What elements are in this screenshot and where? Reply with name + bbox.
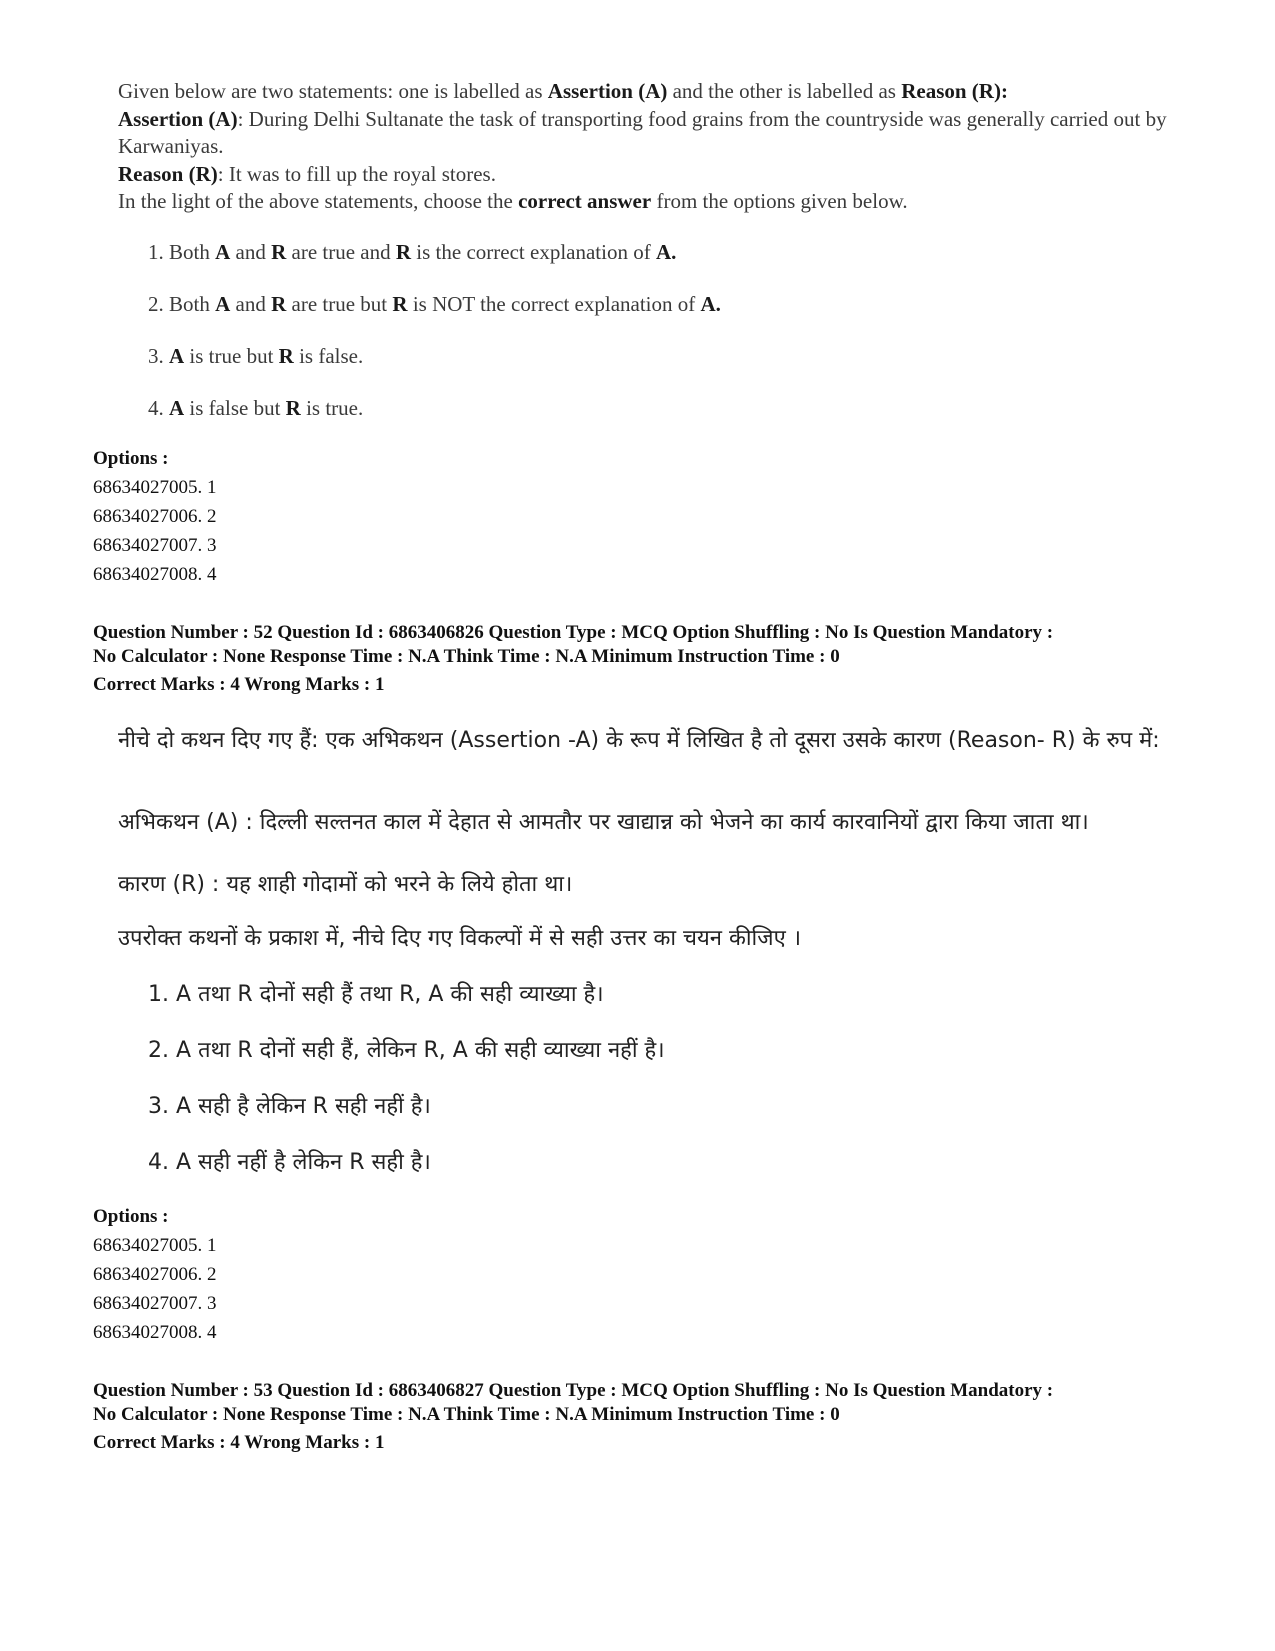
meta-line: No Calculator : None Response Time : N.A Think Time : N.A Minimum Instruction Time : 0 — [93, 646, 840, 667]
option-id: 68634027005. 1 — [93, 477, 217, 498]
hindi-reason: कारण (R) : यह शाही गोदामों को भरने के लिये होता था। — [118, 872, 573, 897]
options-list — [93, 1202, 217, 1347]
option-id: 68634027008. 4 — [93, 1322, 217, 1343]
hindi-option-4: 4. A सही नहीं है लेकिन R सही है। — [148, 1150, 431, 1175]
intro-line: Given below are two statements: one is labelled as Assertion (A) and the other is labelled as Reason (R): — [118, 79, 1008, 103]
marks-line: Correct Marks : 4 Wrong Marks : 1 — [93, 674, 385, 695]
option-id: 68634027007. 3 — [93, 535, 217, 556]
english-option-1: 1. Both A and R are true and R is the correct explanation of A. — [148, 240, 677, 264]
meta-line: No Calculator : None Response Time : N.A Think Time : N.A Minimum Instruction Time : 0 — [93, 1404, 840, 1425]
question-53-metadata — [93, 1379, 1213, 1455]
option-id: 68634027008. 4 — [93, 564, 217, 585]
instruction-line: In the light of the above statements, choose the correct answer from the options given below. — [118, 189, 908, 213]
english-option-3: 3. A is true but R is false. — [148, 344, 364, 368]
question-52-metadata — [93, 621, 1213, 697]
english-option-4: 4. A is false but R is true. — [148, 396, 364, 420]
assertion-line: Assertion (A): During Delhi Sultanate the task of transporting food grains from the countryside was generally carried out by Karwaniyas. — [118, 106, 1167, 158]
options-list — [93, 444, 217, 589]
hindi-assertion: अभिकथन (A) : दिल्ली सल्तनत काल में देहात से आमतौर पर खाद्यान्न को भेजने का कार्य कारवानियों द्वारा किया जाता था। — [118, 810, 1089, 835]
english-option-2: 2. Both A and R are true but R is NOT the correct explanation of A. — [148, 292, 721, 316]
meta-line: Question Number : 52 Question Id : 6863406826 Question Type : MCQ Option Shuffling : No Is Question Mandatory : — [93, 622, 1054, 643]
hindi-intro: नीचे दो कथन दिए गए हैं: एक अभिकथन (Assertion -A) के रूप में लिखित है तो दूसरा उसके कारण (Reason- R) के रुप में: — [118, 728, 1160, 753]
meta-line: Question Number : 53 Question Id : 6863406827 Question Type : MCQ Option Shuffling : No Is Question Mandatory : — [93, 1380, 1054, 1401]
marks-line: Correct Marks : 4 Wrong Marks : 1 — [93, 1432, 385, 1453]
hindi-option-3: 3. A सही है लेकिन R सही नहीं है। — [148, 1094, 431, 1119]
hindi-option-1: 1. A तथा R दोनों सही हैं तथा R, A की सही व्याख्या है। — [148, 982, 604, 1007]
option-id: 68634027007. 3 — [93, 1293, 217, 1314]
option-id: 68634027006. 2 — [93, 506, 217, 527]
question-51-statement — [118, 78, 1178, 216]
options-heading: Options : — [93, 1206, 169, 1227]
hindi-instruction: उपरोक्त कथनों के प्रकाश में, नीचे दिए गए विकल्पों में से सही उत्तर का चयन कीजिए । — [118, 926, 802, 951]
option-id: 68634027005. 1 — [93, 1235, 217, 1256]
options-heading: Options : — [93, 448, 169, 469]
hindi-option-2: 2. A तथा R दोनों सही हैं, लेकिन R, A की सही व्याख्या नहीं है। — [148, 1038, 665, 1063]
reason-line: Reason (R): It was to fill up the royal stores. — [118, 161, 496, 186]
option-id: 68634027006. 2 — [93, 1264, 217, 1285]
